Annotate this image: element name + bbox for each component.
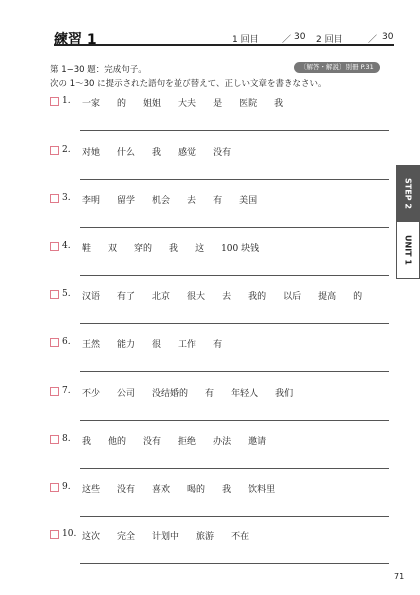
word-chip: 的 — [117, 99, 127, 109]
exercise-item — [50, 530, 390, 578]
word-chip: 旅游 — [196, 532, 215, 542]
item-number: 8. — [62, 434, 71, 444]
answer-line[interactable] — [80, 516, 389, 517]
word-chip: 美国 — [239, 196, 258, 206]
exercise-item — [50, 435, 390, 483]
word-chip: 我 — [152, 148, 162, 158]
item-number: 2. — [62, 145, 71, 155]
word-chip: 我的 — [248, 292, 267, 302]
item-number: 1. — [62, 96, 71, 106]
answer-line[interactable] — [80, 371, 389, 372]
item-checkbox[interactable] — [50, 483, 59, 492]
answer-line[interactable] — [80, 130, 389, 131]
word-chip: 以后 — [283, 292, 302, 302]
item-number: 4. — [62, 241, 71, 251]
word-chip: 饮料里 — [248, 485, 276, 495]
answer-line[interactable] — [80, 323, 389, 324]
round-2-label: 2 回目 — [316, 35, 343, 45]
word-chip: 这次 — [82, 532, 101, 542]
answer-line[interactable] — [80, 468, 389, 469]
word-chip: 有 — [205, 389, 215, 399]
item-number: 5. — [62, 289, 71, 299]
word-chip: 对她 — [82, 148, 101, 158]
item-checkbox[interactable] — [50, 146, 59, 155]
item-checkbox[interactable] — [50, 530, 59, 539]
round-1-total: 30 — [294, 32, 306, 42]
word-chip: 没有 — [143, 437, 162, 447]
word-bank — [82, 337, 239, 350]
item-checkbox[interactable] — [50, 387, 59, 396]
instruction-japanese: 次の 1〜30 に提示された語句を並び替えて、正しい文章を書きなさい。 — [50, 79, 327, 89]
word-chip: 有了 — [117, 292, 136, 302]
word-chip: 我们 — [275, 389, 294, 399]
item-number: 7. — [62, 386, 71, 396]
exercise-item — [50, 483, 390, 531]
unit-tab-label: UNIT 1 — [403, 235, 413, 265]
word-chip: 感觉 — [178, 148, 197, 158]
item-checkbox[interactable] — [50, 338, 59, 347]
word-chip: 不少 — [82, 389, 101, 399]
word-bank — [82, 145, 248, 158]
item-checkbox[interactable] — [50, 435, 59, 444]
word-chip: 一家 — [82, 99, 101, 109]
word-chip: 北京 — [152, 292, 171, 302]
answer-line[interactable] — [80, 275, 389, 276]
word-chip: 没有 — [117, 485, 136, 495]
word-chip: 拒绝 — [178, 437, 197, 447]
word-chip: 什么 — [117, 148, 136, 158]
word-chip: 姐姐 — [143, 99, 162, 109]
word-chip: 很 — [152, 340, 162, 350]
word-chip: 喜欢 — [152, 485, 171, 495]
word-chip: 穿的 — [134, 244, 153, 254]
header-rule — [54, 44, 394, 46]
word-chip: 王然 — [82, 340, 101, 350]
word-bank — [82, 482, 292, 495]
word-bank — [82, 241, 276, 254]
word-chip: 不在 — [231, 532, 250, 542]
word-chip: 能力 — [117, 340, 136, 350]
item-checkbox[interactable] — [50, 97, 59, 106]
answer-line[interactable] — [80, 420, 389, 421]
item-number: 3. — [62, 193, 71, 203]
word-chip: 双 — [108, 244, 118, 254]
step-tab-label: STEP 2 — [403, 177, 413, 209]
word-chip: 有 — [213, 340, 223, 350]
exercise-item — [50, 146, 390, 194]
word-bank — [82, 386, 310, 399]
word-chip: 年轻人 — [231, 389, 259, 399]
item-checkbox[interactable] — [50, 194, 59, 203]
page-title: 練習 1 — [54, 32, 97, 48]
round-1-slash: ／ — [282, 35, 292, 45]
answer-reference-badge: 〔解答・解説〕別冊 P.31 — [294, 62, 380, 73]
word-chip: 这些 — [82, 485, 101, 495]
word-chip: 没结婚的 — [152, 389, 189, 399]
item-number: 9. — [62, 482, 71, 492]
word-chip: 100 块钱 — [221, 244, 260, 254]
word-chip: 大夫 — [178, 99, 197, 109]
word-bank — [82, 289, 379, 302]
exercise-header — [54, 26, 394, 48]
page-number: 71 — [394, 572, 405, 581]
word-chip: 邀请 — [248, 437, 267, 447]
word-chip: 没有 — [213, 148, 232, 158]
answer-line[interactable] — [80, 179, 389, 180]
word-bank — [82, 434, 283, 447]
word-chip: 医院 — [239, 99, 258, 109]
word-chip: 留学 — [117, 196, 136, 206]
answer-line[interactable] — [80, 227, 389, 228]
unit-tab — [396, 221, 420, 279]
item-checkbox[interactable] — [50, 290, 59, 299]
item-number: 10. — [62, 529, 77, 539]
word-chip: 这 — [195, 244, 205, 254]
word-chip: 公司 — [117, 389, 136, 399]
exercise-item — [50, 97, 390, 145]
word-chip: 我 — [274, 99, 284, 109]
exercise-item — [50, 242, 390, 290]
word-chip: 是 — [213, 99, 223, 109]
word-chip: 鞋 — [82, 244, 92, 254]
exercise-item — [50, 194, 390, 242]
answer-line[interactable] — [80, 563, 389, 564]
step-tab — [396, 165, 420, 221]
word-chip: 提高 — [318, 292, 337, 302]
word-chip: 办法 — [213, 437, 232, 447]
word-chip: 完全 — [117, 532, 136, 542]
word-chip: 我 — [169, 244, 179, 254]
round-2-slash: ／ — [368, 35, 378, 45]
word-chip: 我 — [222, 485, 232, 495]
round-2-total: 30 — [382, 32, 394, 42]
word-chip: 工作 — [178, 340, 197, 350]
word-chip: 有 — [213, 196, 223, 206]
word-chip: 喝的 — [187, 485, 206, 495]
exercise-item — [50, 338, 390, 386]
word-chip: 计划中 — [152, 532, 180, 542]
word-chip: 去 — [222, 292, 232, 302]
word-chip: 机会 — [152, 196, 171, 206]
exercise-item — [50, 387, 390, 435]
exercise-item — [50, 290, 390, 338]
word-chip: 李明 — [82, 196, 101, 206]
item-checkbox[interactable] — [50, 242, 59, 251]
item-number: 6. — [62, 337, 71, 347]
instruction-chinese: 第 1−30 题：完成句子。 — [50, 65, 147, 75]
word-bank — [82, 96, 300, 109]
word-bank — [82, 193, 274, 206]
round-1-label: 1 回目 — [232, 35, 259, 45]
word-chip: 去 — [187, 196, 197, 206]
word-chip: 汉语 — [82, 292, 101, 302]
word-chip: 很大 — [187, 292, 206, 302]
word-chip: 他的 — [108, 437, 127, 447]
word-chip: 我 — [82, 437, 92, 447]
word-bank — [82, 529, 266, 542]
word-chip: 的 — [353, 292, 363, 302]
